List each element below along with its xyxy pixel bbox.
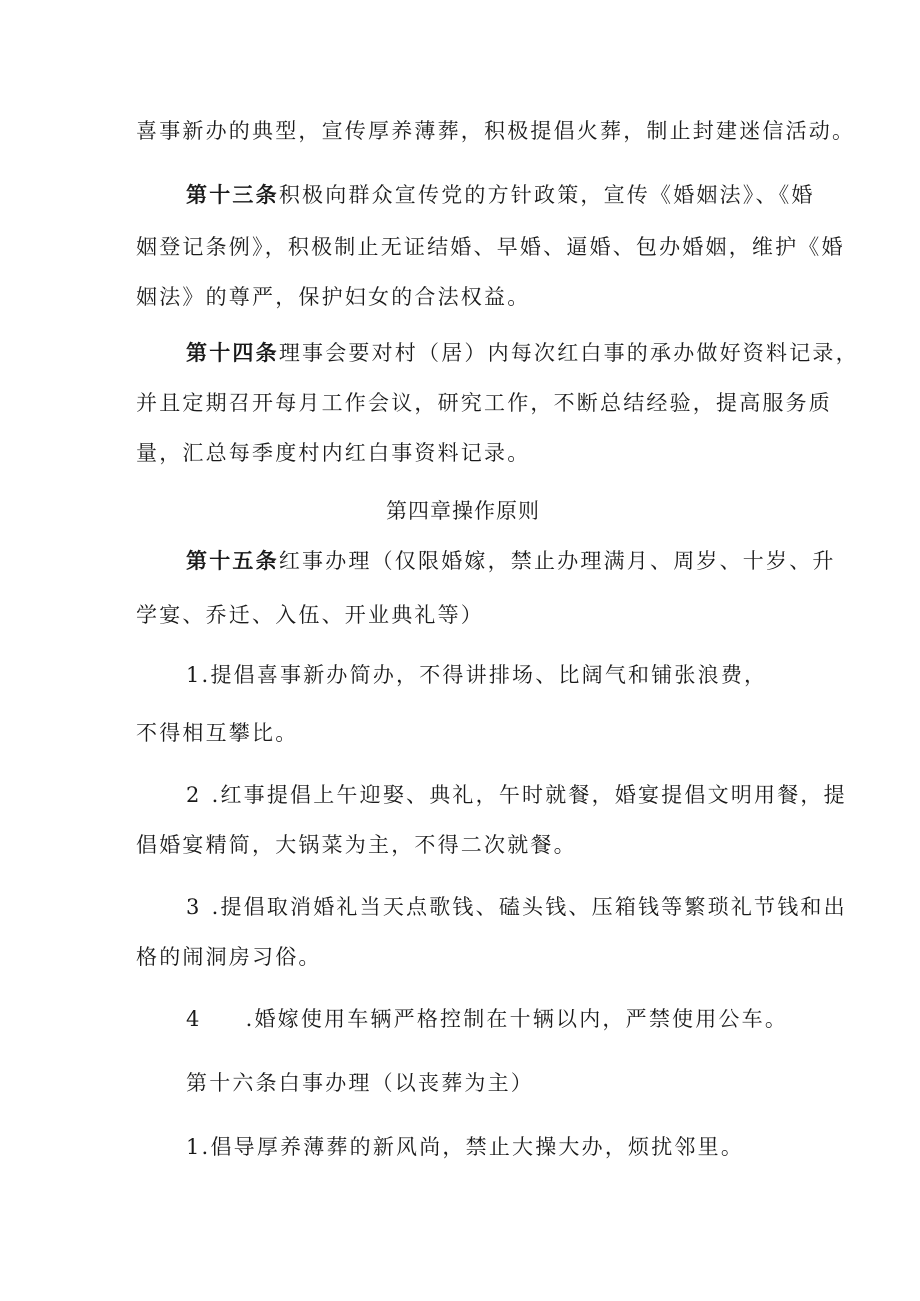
- item-4-line-1: [186, 1004, 788, 1034]
- item-1-text-1: 提倡喜事新办简办，不得讲排场、比阔气和铺张浪费，: [210, 663, 768, 687]
- item-2-number: 2: [186, 783, 202, 807]
- article-15-label: 第十五条: [186, 549, 279, 573]
- item-2-text-1: .红事提倡上午迎娶、典礼，午时就餐，婚宴提倡文明用餐，提: [211, 783, 847, 807]
- item-4-number: 4: [186, 1007, 202, 1031]
- item-1-line-1: [186, 660, 767, 690]
- article-15-line-1: [186, 546, 836, 576]
- item-1-line-2: [136, 718, 298, 748]
- item-5-line-1: [186, 1132, 744, 1162]
- article-14-text-1: 理事会要对村（居）内每次红白事的承办做好资料记录，: [278, 341, 859, 365]
- article-14-label: 第十四条: [186, 341, 279, 365]
- item-3-text-2: 格的闹洞房习俗。: [136, 945, 322, 969]
- article-13-line-1: [186, 180, 815, 210]
- article-13-text-2: 姻登记条例》，积极制止无证结婚、早婚、逼婚、包办婚姻，维护《婚: [136, 235, 845, 259]
- item-3-number: 3: [186, 895, 202, 919]
- item-2-line-2: [136, 830, 577, 860]
- article-14-text-2: 并且定期召开每月工作会议，研究工作，不断总结经验，提高服务质: [136, 391, 832, 415]
- article-14-text-3: 量，汇总每季度村内红白事资料记录。: [136, 441, 531, 465]
- article-15-text-1: 红事办理（仅限婚嫁，禁止办理满月、周岁、十岁、升: [278, 549, 836, 573]
- chapter-4-title: 第四章操作原则: [386, 499, 540, 523]
- article-15-line-2: [136, 600, 484, 630]
- article-16-line: [186, 1068, 534, 1098]
- article-16-text: 第十六条白事办理（以丧葬为主）: [186, 1071, 534, 1095]
- item-2-line-1: [186, 780, 847, 810]
- article-13-line-3: [136, 282, 530, 312]
- item-5-number: 1.: [186, 1135, 211, 1159]
- article-15-text-2: 学宴、乔迁、入伍、开业典礼等）: [136, 603, 484, 627]
- item-3-line-1: [186, 892, 847, 922]
- item-3-line-2: [136, 942, 322, 972]
- article-14-line-3: [136, 438, 530, 468]
- item-1-number: 1.: [186, 663, 211, 687]
- item-1-text-2: 不得相互攀比。: [136, 721, 299, 745]
- paragraph-intro: [136, 116, 855, 146]
- article-14-line-1: [186, 338, 859, 368]
- article-13-label: 第十三条: [186, 183, 279, 207]
- article-13-line-2: [136, 232, 845, 262]
- article-14-line-2: [136, 388, 832, 418]
- chapter-heading: [386, 496, 540, 526]
- article-13-text-1: 积极向群众宣传党的方针政策，宣传《婚姻法》、《婚: [278, 183, 815, 207]
- item-4-text-1: .婚嫁使用车辆严格控制在十辆以内，严禁使用公车。: [245, 1007, 789, 1031]
- item-2-text-2: 倡婚宴精简，大锅菜为主，不得二次就餐。: [136, 833, 577, 857]
- item-3-text-1: .提倡取消婚礼当天点歌钱、磕头钱、压箱钱等繁琐礼节钱和出: [211, 895, 847, 919]
- intro-text: 喜事新办的典型，宣传厚养薄葬，积极提倡火葬，制止封建迷信活动。: [136, 119, 856, 143]
- item-5-text-1: 倡导厚养薄葬的新风尚，禁止大操大办，烦扰邻里。: [210, 1135, 745, 1159]
- article-13-text-3: 姻法》的尊严，保护妇女的合法权益。: [136, 285, 531, 309]
